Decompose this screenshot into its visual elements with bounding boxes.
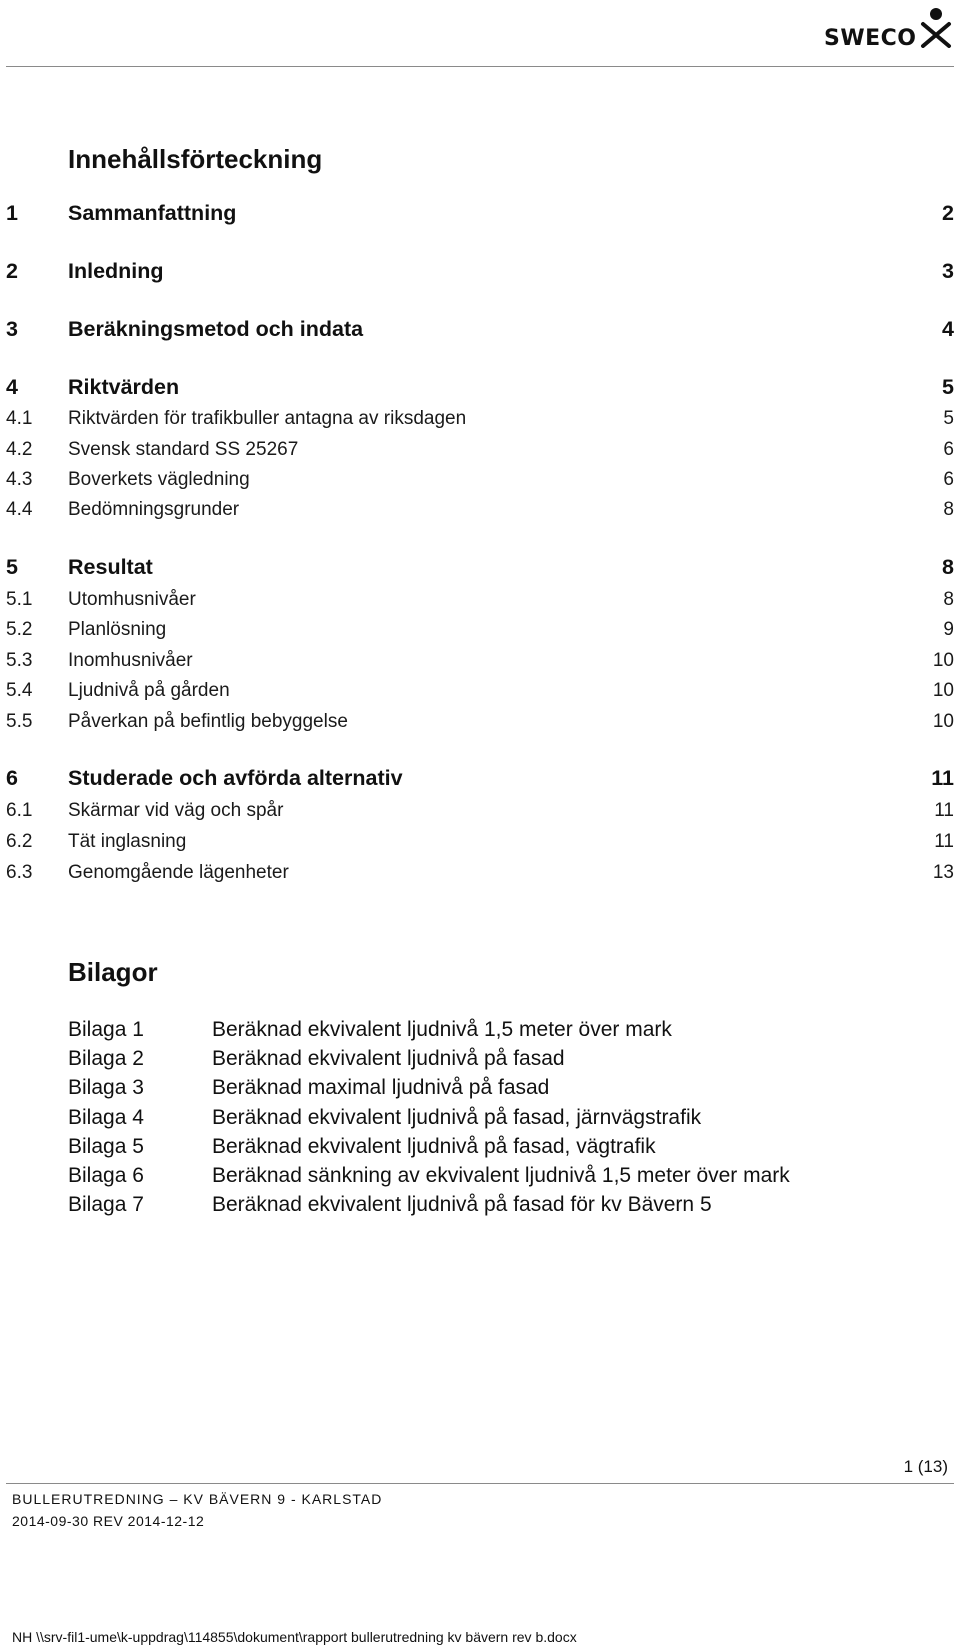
toc-page: 10: [932, 680, 954, 701]
appendix-item: [68, 1162, 948, 1192]
toc-number: 5.5: [6, 711, 33, 732]
toc-subentry[interactable]: [6, 648, 954, 678]
toc-text: Planlösning: [68, 619, 167, 640]
toc-subentry[interactable]: [6, 467, 954, 497]
toc-number: 6.3: [6, 862, 33, 883]
appendix-item: [68, 1133, 948, 1163]
toc-page: 11: [931, 766, 954, 790]
toc-entry[interactable]: [6, 764, 954, 794]
appendix-item: [68, 1191, 948, 1221]
toc-subentry[interactable]: [6, 617, 954, 647]
appendix-item: [68, 1074, 948, 1104]
toc-subentry[interactable]: [6, 860, 954, 890]
toc-number: 1: [6, 201, 18, 225]
toc-text: Riktvärden för trafikbuller antagna av riksdagen: [68, 408, 467, 429]
appendix-description: Beräknad ekvivalent ljudnivå på fasad, vägtrafik: [212, 1135, 656, 1158]
toc-page: 4: [942, 317, 954, 341]
toc-page: 8: [942, 555, 954, 579]
footer-divider: [6, 1483, 954, 1484]
toc-page: 3: [942, 259, 954, 283]
toc-number: 4.3: [6, 469, 33, 490]
toc-number: 4.4: [6, 499, 33, 520]
toc-subentry[interactable]: [6, 709, 954, 739]
appendices-title: Bilagor: [68, 957, 158, 987]
toc-text: Tät inglasning: [68, 831, 187, 852]
toc-subentry[interactable]: [6, 678, 954, 708]
toc-page: 9: [943, 619, 954, 640]
toc-page: 8: [943, 499, 954, 520]
toc-number: 3: [6, 317, 18, 341]
toc-number: 2: [6, 259, 18, 283]
appendix-item: [68, 1045, 948, 1075]
toc-number: 5.4: [6, 680, 33, 701]
sweco-logo-icon: [920, 6, 954, 48]
toc-page: 6: [943, 469, 954, 490]
toc-number: 5.2: [6, 619, 33, 640]
toc-text: Ljudnivå på gården: [68, 680, 230, 701]
appendix-label: Bilaga 7: [68, 1193, 144, 1216]
toc-entry[interactable]: [6, 199, 954, 229]
toc-text: Sammanfattning: [68, 201, 237, 225]
toc-number: 5.1: [6, 589, 33, 610]
toc-subentry[interactable]: [6, 587, 954, 617]
appendix-description: Beräknad maximal ljudnivå på fasad: [212, 1076, 550, 1099]
toc-text: Skärmar vid väg och spår: [68, 800, 284, 821]
toc-page: 13: [932, 862, 954, 883]
report-date: 2014-09-30 REV 2014-12-12: [12, 1513, 205, 1529]
report-title: BULLERUTREDNING – KV BÄVERN 9 - KARLSTAD: [12, 1491, 383, 1507]
appendix-description: Beräknad sänkning av ekvivalent ljudnivå 1,5 meter över mark: [212, 1164, 790, 1187]
page-number: 1 (13): [903, 1457, 948, 1476]
appendix-item: [68, 1104, 948, 1134]
sweco-logo: [824, 6, 956, 56]
toc-page: 5: [942, 375, 954, 399]
appendix-label: Bilaga 4: [68, 1106, 144, 1129]
appendix-label: Bilaga 5: [68, 1135, 144, 1158]
appendix-description: Beräknad ekvivalent ljudnivå på fasad: [212, 1047, 565, 1070]
toc-page: 8: [943, 589, 954, 610]
toc-text: Utomhusnivåer: [68, 589, 196, 610]
logo-text: SWECO: [824, 26, 917, 51]
toc-page: 11: [934, 831, 954, 852]
appendix-label: Bilaga 1: [68, 1018, 144, 1041]
toc-number: 5: [6, 555, 18, 579]
toc-text: Beräkningsmetod och indata: [68, 317, 364, 341]
toc-page: 10: [932, 711, 954, 732]
toc-number: 4.1: [6, 408, 33, 429]
toc-entry[interactable]: [6, 315, 954, 345]
toc-subentry[interactable]: [6, 497, 954, 527]
toc-page: 10: [932, 650, 954, 671]
appendix-item: [68, 1016, 948, 1046]
toc-subentry[interactable]: [6, 798, 954, 828]
toc-text: Svensk standard SS 25267: [68, 439, 299, 460]
toc-page: 2: [942, 201, 954, 225]
toc-text: Inomhusnivåer: [68, 650, 193, 671]
toc-text: Inledning: [68, 259, 164, 283]
appendix-description: Beräknad ekvivalent ljudnivå på fasad, järnvägstrafik: [212, 1106, 702, 1129]
toc-entry[interactable]: [6, 553, 954, 583]
toc-text: Boverkets vägledning: [68, 469, 250, 490]
toc-text: Bedömningsgrunder: [68, 499, 240, 520]
toc-subentry[interactable]: [6, 437, 954, 467]
toc-text: Studerade och avförda alternativ: [68, 766, 403, 790]
toc-subentry[interactable]: [6, 406, 954, 436]
appendix-description: Beräknad ekvivalent ljudnivå på fasad för kv Bävern 5: [212, 1193, 712, 1216]
toc-page: 11: [934, 800, 954, 821]
toc-number: 6.1: [6, 800, 33, 821]
appendix-description: Beräknad ekvivalent ljudnivå 1,5 meter över mark: [212, 1018, 672, 1041]
appendix-label: Bilaga 6: [68, 1164, 144, 1187]
toc-number: 5.3: [6, 650, 33, 671]
toc-text: Resultat: [68, 555, 153, 579]
toc-subentry[interactable]: [6, 829, 954, 859]
toc-page: 5: [943, 408, 954, 429]
appendix-label: Bilaga 3: [68, 1076, 144, 1099]
toc-number: 4: [6, 375, 18, 399]
toc-text: Genomgående lägenheter: [68, 862, 289, 883]
toc-entry[interactable]: [6, 373, 954, 403]
toc-number: 4.2: [6, 439, 33, 460]
toc-text: Påverkan på befintlig bebyggelse: [68, 711, 348, 732]
file-path: NH \\srv-fil1-ume\k-uppdrag\114855\dokument\rapport bullerutredning kv bävern rev b.docx: [12, 1629, 577, 1645]
appendix-label: Bilaga 2: [68, 1047, 144, 1070]
toc-page: 6: [943, 439, 954, 460]
toc-text: Riktvärden: [68, 375, 180, 399]
toc-number: 6.2: [6, 831, 33, 852]
header-divider: [6, 66, 954, 67]
toc-number: 6: [6, 766, 18, 790]
toc-title: Innehållsförteckning: [68, 144, 323, 174]
toc-entry[interactable]: [6, 257, 954, 287]
